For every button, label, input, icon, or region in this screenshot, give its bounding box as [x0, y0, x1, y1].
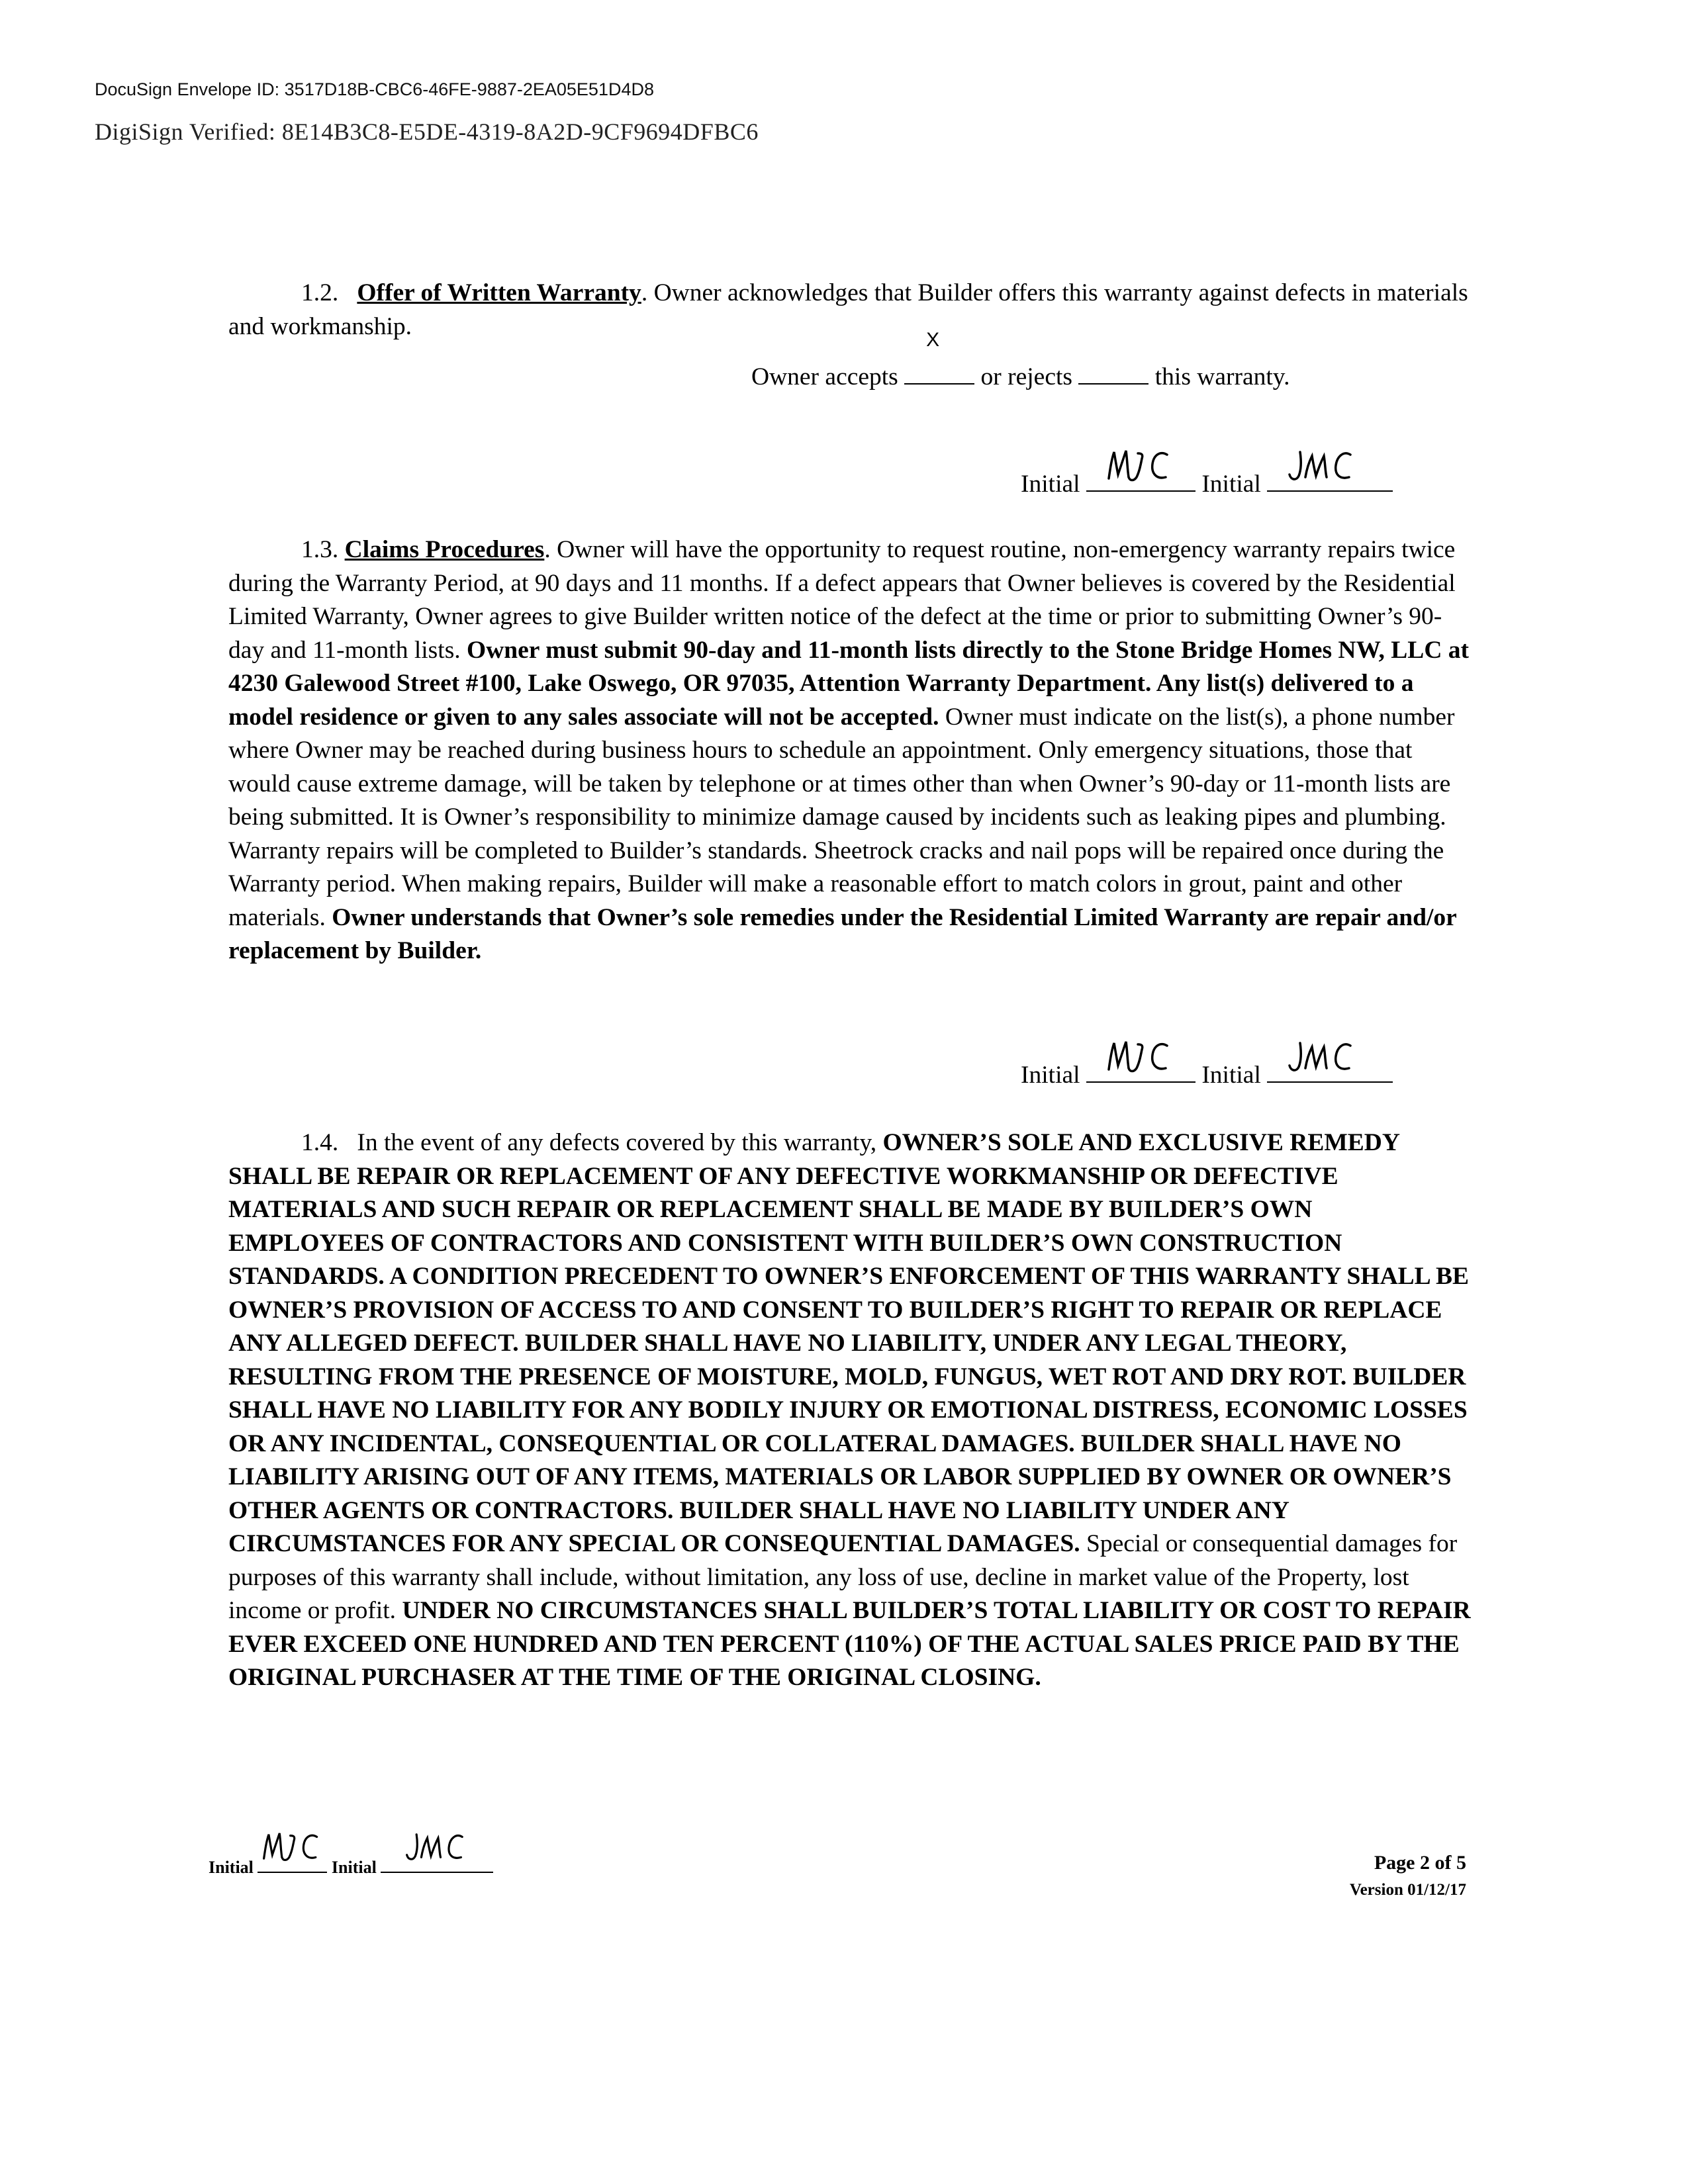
- section-heading: Claims Procedures: [344, 536, 545, 563]
- section-text: Special or consequential damages for purposes of this warranty shall include, without limitation, any loss of use, decline in market value of the Property, lost income or profit.: [228, 1530, 1458, 1624]
- initial-label: Initial: [1201, 1062, 1261, 1089]
- initials-signature-jmc: [404, 1827, 471, 1866]
- accept-field[interactable]: [904, 329, 974, 385]
- section-1-4: [228, 1126, 1473, 1695]
- initial-label: Initial: [209, 1858, 254, 1877]
- accept-suffix: this warranty.: [1154, 363, 1290, 390]
- initial-field-2[interactable]: [381, 1854, 493, 1873]
- section-text: . Owner will have the opportunity to request routine, non-emergency warranty repairs twice during the Warranty Period, at 90 days and 11 months. If a defect appears that Owner believes is covered by the Residential Limited Warranty, Owner agrees to give Builder written notice of the defect at the time or prior to submitting Owner’s 90-day and 11-month lists.: [228, 536, 1456, 664]
- section-heading: Offer of Written Warranty: [357, 279, 641, 306]
- docusign-envelope-id: DocuSign Envelope ID: 3517D18B-CBC6-46FE-9887-2EA05E51D4D8: [95, 79, 654, 99]
- initial-label: Initial: [1201, 471, 1261, 498]
- initials-signature-mjc: [1106, 445, 1179, 485]
- reject-label: or rejects: [980, 363, 1072, 390]
- initials-row-1: [1021, 468, 1393, 498]
- initial-label: Initial: [331, 1858, 377, 1877]
- section-bold-text: Owner understands that Owner’s sole remedies under the Residential Limited Warranty are repair and/or replacement by Builder.: [228, 903, 1457, 964]
- section-1-2: [228, 277, 1473, 343]
- initial-field-2[interactable]: [1267, 468, 1393, 492]
- section-number: 1.4.: [301, 1129, 339, 1156]
- section-text: In the event of any defects covered by this warranty,: [357, 1129, 883, 1156]
- initial-field-2[interactable]: [1267, 1059, 1393, 1083]
- section-bold-text: Owner must submit 90-day and 11-month lists directly to the Stone Bridge Homes NW, LLC at 4230 Galewood Street #100, Lake Oswego, OR 97035, Attention Warranty Department. Any list(s) delivered to a model residence or given to any sales associate will not be accepted.: [228, 636, 1470, 731]
- footer-initials: [209, 1854, 493, 1878]
- initial-field-1[interactable]: [258, 1854, 327, 1873]
- accept-prefix: Owner accepts: [751, 363, 898, 390]
- initial-label: Initial: [1021, 1062, 1080, 1089]
- reject-field[interactable]: [1078, 363, 1149, 385]
- section-text: . Owner acknowledges that Builder offers this warranty against defects in materials and workmanship.: [228, 279, 1468, 340]
- section-number: 1.3.: [301, 536, 339, 563]
- initial-label: Initial: [1021, 471, 1080, 498]
- section-1-3: [228, 533, 1473, 968]
- initial-field-1[interactable]: [1086, 468, 1196, 492]
- initials-signature-jmc: [1287, 445, 1360, 485]
- digisign-verified-id: DigiSign Verified: 8E14B3C8-E5DE-4319-8A2D-9CF9694DFBC6: [95, 118, 759, 145]
- section-bold-text: UNDER NO CIRCUMSTANCES SHALL BUILDER’S TOTAL LIABILITY OR COST TO REPAIR EVER EXCEED ONE HUNDRED AND TEN PERCENT (110%) OF THE ACTUAL SALES PRICE PAID BY THE ORIGINAL PURCHASER AT THE TIME OF THE ORIGINAL CLOSING.: [228, 1597, 1471, 1691]
- initials-signature-mjc: [261, 1827, 328, 1866]
- initials-row-2: [1021, 1059, 1393, 1089]
- section-text: Owner must indicate on the list(s), a phone number where Owner may be reached during business hours to schedule an appointment. Only emergency situations, those that would cause extreme damage, will be taken by telephone or at times other than when Owner’s 90-day or 11-month lists are being submitted. It is Owner’s responsibility to minimize damage caused by incidents such as leaking pipes and plumbing. Warranty repairs will be completed to Builder’s standards. Sheetrock cracks and nail pops will be repaired once during the Warranty period. When making repairs, Builder will make a reasonable effort to match colors in grout, paint and other materials.: [228, 703, 1455, 931]
- initials-signature-jmc: [1287, 1036, 1360, 1076]
- initial-field-1[interactable]: [1086, 1059, 1196, 1083]
- section-number: 1.2.: [301, 279, 339, 306]
- initials-signature-mjc: [1106, 1036, 1179, 1076]
- version-label: Version 01/12/17: [1349, 1881, 1466, 1899]
- page-number: Page 2 of 5: [1374, 1852, 1466, 1874]
- accept-reject-line: [751, 329, 1290, 391]
- section-bold-text: OWNER’S SOLE AND EXCLUSIVE REMEDY SHALL BE REPAIR OR REPLACEMENT OF ANY DEFECTIVE WORKMANSHIP OR DEFECTIVE MATERIALS AND SUCH REPAIR OR REPLACEMENT SHALL BE MADE BY BUILDER’S OWN EMPLOYEES OF CONTRACTORS AND CONSISTENT WITH BUILDER’S OWN CONSTRUCTION STANDARDS. A CONDITION PRECEDENT TO OWNER’S ENFORCEMENT OF THIS WARRANTY SHALL BE OWNER’S PROVISION OF ACCESS TO AND CONSENT TO BUILDER’S RIGHT TO REPAIR OR REPLACE ANY ALLEGED DEFECT. BUILDER SHALL HAVE NO LIABILITY, UNDER ANY LEGAL THEORY, RESULTING FROM THE PRESENCE OF MOISTURE, MOLD, FUNGUS, WET ROT AND DRY ROT. BUILDER SHALL HAVE NO LIABILITY FOR ANY BODILY INJURY OR EMOTIONAL DISTRESS, ECONOMIC LOSSES OR ANY INCIDENTAL, CONSEQUENTIAL OR COLLATERAL DAMAGES. BUILDER SHALL HAVE NO LIABILITY ARISING OUT OF ANY ITEMS, MATERIALS OR LABOR SUPPLIED BY OWNER OR OWNER’S OTHER AGENTS OR CONTRACTORS. BUILDER SHALL HAVE NO LIABILITY UNDER ANY CIRCUMSTANCES FOR ANY SPECIAL OR CONSEQUENTIAL DAMAGES.: [228, 1129, 1470, 1557]
- accept-mark: X: [926, 329, 940, 351]
